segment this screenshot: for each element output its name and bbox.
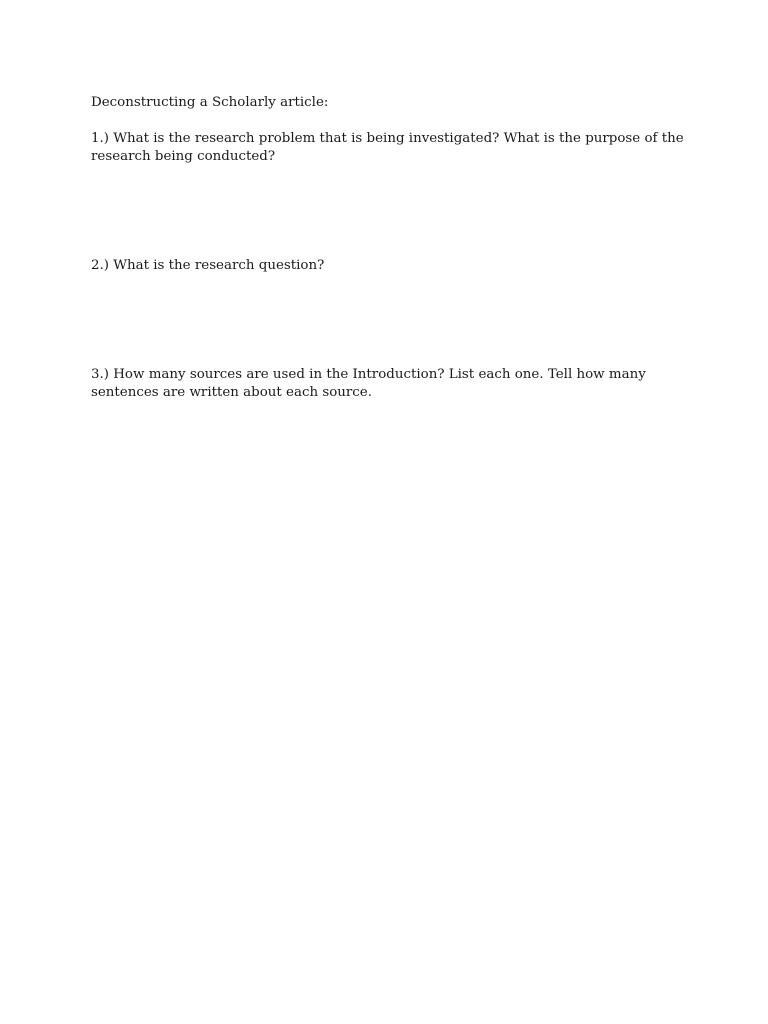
document-heading: Deconstructing a Scholarly article:	[91, 95, 329, 110]
question-2: 2.) What is the research question?	[91, 258, 325, 273]
question-3: 3.) How many sources are used in the Introduction? List each one. Tell how many sentences are written about each source.	[91, 367, 646, 400]
question-1: 1.) What is the research problem that is being investigated? What is the purpose of the research being conducted?	[91, 131, 684, 164]
